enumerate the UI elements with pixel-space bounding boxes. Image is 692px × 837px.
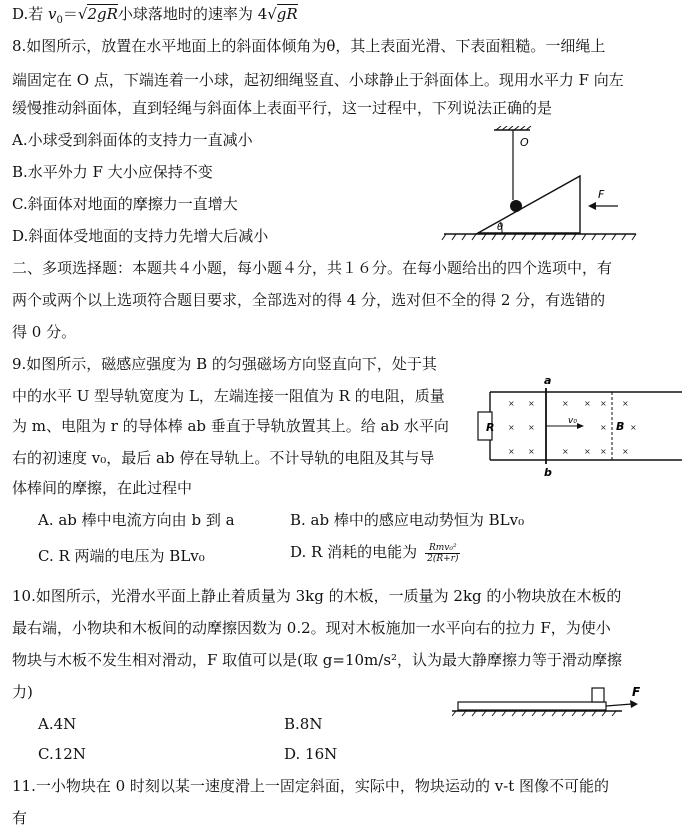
q9-stem-line-1: 9.如图所示，磁感应强度为 B 的匀强磁场方向竖直向下，处于其 [12,355,437,373]
board [458,702,606,710]
svg-text:×: × [622,399,629,408]
section2-line-3: 得 0 分。 [12,323,77,341]
q10-option-c: C.12N [38,745,86,763]
q9-option-a: A. ab 棒中电流方向由 b 到 a [38,511,235,529]
q10-option-d: D. 16N [284,745,338,763]
svg-text:×: × [584,399,591,408]
q11-stem-line-1: 11.一小物块在 0 时刻以某一速度滑上一固定斜面，实际中，物块运动的 v-t 图像不可能的 [12,777,610,795]
q9-stem-line-2: 中的水平 U 型导轨宽度为 L，左端连接一阻值为 R 的电阻，质量 [12,387,445,405]
q9-option-d: D. R 消耗的电能为 $\frac{\text{Rmv₀²}}{2(R+r)}$ [290,542,459,564]
svg-text:×: × [630,423,637,432]
q10-option-b: B.8N [284,715,323,733]
q8-option-a: A.小球受到斜面体的支持力一直减小 [12,131,253,149]
q9-stem-line-4: 右的初速度 v₀，最后 ab 停在导轨上。不计导轨的电阻及其与导 [12,449,435,467]
q10-stem-line-2: 最右端，小物块和木板间的动摩擦因数为 0.2。现对木板施加一水平向右的拉力 F，为使小 [12,619,611,637]
label-a: a [544,374,552,387]
svg-text:×: × [508,447,515,456]
q10-stem-line-1: 10.如图所示，光滑水平面上静止着质量为 3kg 的木板，一质量为 2kg 的小物块放在木板的 [12,587,622,605]
q7-option-d: D.若 $v_0=√2gR$小球落地时的速率为 4√gR [12,5,298,26]
svg-text:×: × [600,447,607,456]
q9-rail-figure [476,374,682,480]
svg-text:×: × [600,423,607,432]
q9-stem-line-5: 体棒间的摩擦，在此过程中 [12,479,193,497]
v0-symbol: v [48,5,57,23]
q10-option-a: A.4N [38,715,77,733]
svg-text:×: × [528,399,535,408]
svg-text:×: × [528,423,535,432]
sqrt-radicand-2: gR [276,5,298,23]
svg-text:×: × [562,399,569,408]
incline-block [478,176,580,233]
svg-text:×: × [622,447,629,456]
sqrt-symbol: √ [77,5,88,23]
q9-option-c: C. R 两端的电压为 BLv₀ [38,547,205,565]
label-b-field: B [616,420,625,433]
label-r: R [486,421,495,434]
energy-fraction: $\frac{\text{Rmv₀²}}{2(R+r)}$ [427,542,459,564]
svg-text:×: × [584,447,591,456]
q8-option-d: D.斜面体受地面的支持力先增大后减小 [12,227,269,245]
label-v0: v₀ [568,416,577,426]
label-f: F [632,685,641,699]
label-f: F [598,188,605,201]
q9-option-b: B. ab 棒中的感应电动势恒为 BLv₀ [290,511,525,529]
q8-incline-figure [440,126,640,244]
svg-text:×: × [562,447,569,456]
q10-board-figure [452,680,652,720]
q8-stem-line-1: 8.如图所示，放置在水平地面上的斜面体倾角为θ，其上表面光滑、下表面粗糙。一细绳上 [12,37,606,55]
q8-option-c: C.斜面体对地面的摩擦力一直增大 [12,195,238,213]
section2-line-1: 二、多项选择题：本题共４小题，每小题４分，共１６分。在每小题给出的四个选项中，有 [12,259,613,277]
q11-stem-line-2: 有 [12,809,28,827]
svg-text:×: × [508,399,515,408]
label-theta: θ [497,222,504,233]
q8-stem-line-3: 缓慢推动斜面体，直到轻绳与斜面体上表面平行，这一过程中，下列说法正确的是 [12,99,553,117]
label-b: b [544,466,552,479]
q9-stem-line-3: 为 m、电阻为 r 的导体棒 ab 垂直于导轨放置其上。给 ab 水平向 [12,417,449,435]
q8-stem-line-2: 端固定在 O 点，下端连着一小球，起初细绳竖直、小球静止于斜面体上。现用水平力 F 向左 [12,71,624,89]
label-o: O [520,136,529,149]
svg-text:×: × [600,399,607,408]
sqrt-radicand: 2gR [87,5,118,23]
q10-stem-line-3: 物块与木板不发生相对滑动，F 取值可以是(取 g=10m/s²，认为最大静摩擦力等于滑动摩擦 [12,651,623,669]
q8-option-b: B.水平外力 F 大小应保持不变 [12,163,213,181]
svg-text:×: × [528,447,535,456]
block [592,688,604,702]
q10-stem-line-4: 力) [12,683,33,701]
svg-text:×: × [508,423,515,432]
section2-line-2: 两个或两个以上选项符合题目要求，全部选对的得 4 分，选对但不全的得 2 分，有选错的 [12,291,606,309]
